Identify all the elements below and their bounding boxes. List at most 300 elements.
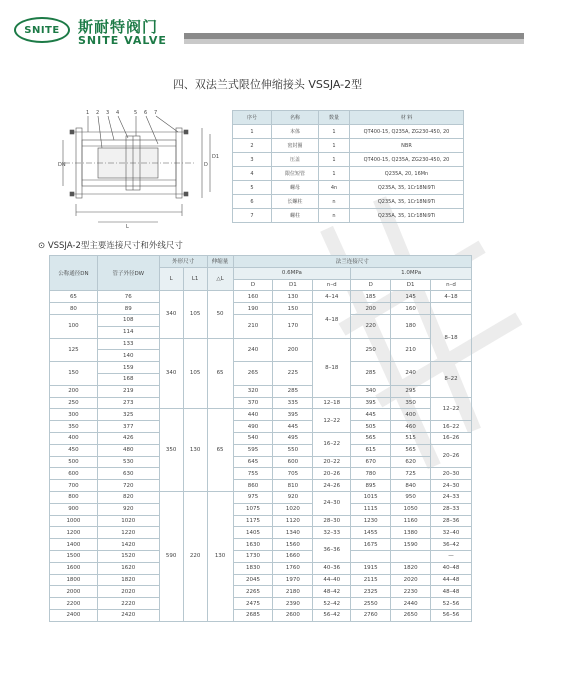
parts-row bbox=[233, 181, 464, 195]
cell-nd-a: 52–42 bbox=[313, 598, 351, 610]
header-flange: 法兰连接尺寸 bbox=[233, 256, 471, 268]
cell-d-a: 2685 bbox=[233, 609, 273, 621]
cell-d1-a: 445 bbox=[273, 421, 313, 433]
header-nd: n–d bbox=[431, 279, 472, 291]
cell-d1-a: 150 bbox=[273, 303, 313, 315]
parts-header-row bbox=[233, 111, 464, 125]
cell-d-b: 185 bbox=[351, 291, 391, 303]
cell-d-b: 220 bbox=[351, 314, 391, 338]
cell-d-b: 2325 bbox=[351, 586, 391, 598]
cell-d1-a: 550 bbox=[273, 444, 313, 456]
cell-d1-b: 565 bbox=[391, 444, 431, 456]
parts-cell: 1 bbox=[233, 125, 272, 139]
cell-dn: 100 bbox=[50, 314, 98, 338]
cell-d1-b: 180 bbox=[391, 314, 431, 338]
cell-dw: 114 bbox=[97, 326, 159, 338]
dims-header-row bbox=[50, 256, 472, 268]
cell-d1-b: 840 bbox=[391, 480, 431, 492]
cell-d-b: 1455 bbox=[351, 527, 391, 539]
header-nd: n–d bbox=[313, 279, 351, 291]
parts-row bbox=[233, 195, 464, 209]
cell-nd-b: 36–42 bbox=[431, 539, 472, 551]
cell-dn: 250 bbox=[50, 397, 98, 409]
cell-dn: 65 bbox=[50, 291, 98, 303]
parts-table bbox=[232, 110, 464, 223]
parts-cell: 1 bbox=[319, 139, 350, 153]
parts-row bbox=[233, 125, 464, 139]
cell-dw: 140 bbox=[97, 350, 159, 362]
header-l: L bbox=[159, 267, 183, 291]
cell-d1-a: 200 bbox=[273, 338, 313, 362]
table-row bbox=[50, 574, 472, 586]
cell-nd-b: 16–26 bbox=[431, 432, 472, 444]
cell-d1-b: 295 bbox=[391, 385, 431, 397]
cell-dw: 720 bbox=[97, 480, 159, 492]
parts-row bbox=[233, 139, 464, 153]
cell-dn: 300 bbox=[50, 409, 98, 421]
cell-d-a: 755 bbox=[233, 468, 273, 480]
cell-d1-a: 1560 bbox=[273, 539, 313, 551]
cell-dn: 1600 bbox=[50, 562, 98, 574]
cell-dw: 1220 bbox=[97, 527, 159, 539]
cell-dn: 1400 bbox=[50, 539, 98, 551]
cell-d-a: 370 bbox=[233, 397, 273, 409]
header-outer-size: 外形尺寸 bbox=[159, 256, 207, 268]
cell-dn: 200 bbox=[50, 385, 98, 397]
parts-cell: 长螺柱 bbox=[272, 195, 319, 209]
parts-row bbox=[233, 167, 464, 181]
cell-d-b: 505 bbox=[351, 421, 391, 433]
table-row bbox=[50, 468, 472, 480]
cell-dn: 400 bbox=[50, 432, 98, 444]
cell-d-a: 1630 bbox=[233, 539, 273, 551]
dim-label-l: L bbox=[126, 224, 129, 230]
parts-cell: QT400-15, Q235A, ZG230-450, 20 bbox=[350, 125, 464, 139]
cell-d1-b: 460 bbox=[391, 421, 431, 433]
cell-d1-a: 285 bbox=[273, 385, 313, 397]
cell-d1-b: 1380 bbox=[391, 527, 431, 539]
callout-4: 4 bbox=[116, 110, 120, 116]
cell-dw: 159 bbox=[97, 362, 159, 374]
cell-dn: 600 bbox=[50, 468, 98, 480]
cell-nd-b: 28–36 bbox=[431, 515, 472, 527]
cell-d1-a: 1970 bbox=[273, 574, 313, 586]
cell-d-a: 240 bbox=[233, 338, 273, 362]
cell-dn: 500 bbox=[50, 456, 98, 468]
cell-d-b: 1015 bbox=[351, 491, 391, 503]
parts-cell: n bbox=[319, 195, 350, 209]
cell-nd-a: 8–18 bbox=[313, 338, 351, 397]
cell-d-a: 440 bbox=[233, 409, 273, 421]
cell-dw: 2420 bbox=[97, 609, 159, 621]
cell-nd-b: 20–30 bbox=[431, 468, 472, 480]
dim-label-d1: D1 bbox=[212, 154, 220, 160]
cell-d1-b: 725 bbox=[391, 468, 431, 480]
parts-cell: 螺柱 bbox=[272, 209, 319, 223]
bullet-icon: ⊙ bbox=[38, 241, 48, 251]
cell-d1-a: 810 bbox=[273, 480, 313, 492]
cell-dw: 273 bbox=[97, 397, 159, 409]
table-row bbox=[50, 598, 472, 610]
cell-dn: 450 bbox=[50, 444, 98, 456]
cell-d-a: 1830 bbox=[233, 562, 273, 574]
cell-nd-b: 48–48 bbox=[431, 586, 472, 598]
table-row bbox=[50, 456, 472, 468]
cell-l: 340 bbox=[159, 291, 183, 338]
table-row bbox=[50, 291, 472, 303]
cell-nd-a: 36–36 bbox=[313, 539, 351, 563]
cell-nd-b: 32–40 bbox=[431, 527, 472, 539]
table-row bbox=[50, 444, 472, 456]
cell-d-b: 895 bbox=[351, 480, 391, 492]
cell-dn: 2200 bbox=[50, 598, 98, 610]
table-row bbox=[50, 491, 472, 503]
cell-nd-a: 24–30 bbox=[313, 491, 351, 515]
cell-d1-a: 2390 bbox=[273, 598, 313, 610]
cell-dn: 2000 bbox=[50, 586, 98, 598]
cell-d1-a: 1120 bbox=[273, 515, 313, 527]
cell-d1-a: 1020 bbox=[273, 503, 313, 515]
table-row bbox=[50, 314, 472, 326]
table-row bbox=[50, 586, 472, 598]
cell-nd-a: 24–26 bbox=[313, 480, 351, 492]
cell-d1-a: 600 bbox=[273, 456, 313, 468]
cell-dw: 377 bbox=[97, 421, 159, 433]
cell-d-a: 2265 bbox=[233, 586, 273, 598]
table-row bbox=[50, 432, 472, 444]
parts-cell: 7 bbox=[233, 209, 272, 223]
cell-d-a: 265 bbox=[233, 362, 273, 386]
cell-nd-b: 52–56 bbox=[431, 598, 472, 610]
cell-dn: 1800 bbox=[50, 574, 98, 586]
cell-d1-a: 1340 bbox=[273, 527, 313, 539]
cell-dw: 820 bbox=[97, 491, 159, 503]
cell-d-a: 975 bbox=[233, 491, 273, 503]
parts-cell: 4n bbox=[319, 181, 350, 195]
table-row bbox=[50, 397, 472, 409]
dims-title-text: VSSJA-2型主要连接尺寸和外线尺寸 bbox=[47, 241, 183, 251]
cell-d-a: 2045 bbox=[233, 574, 273, 586]
cell-nd-a: 20–22 bbox=[313, 456, 351, 468]
cell-nd-b bbox=[431, 303, 472, 315]
cell-d1-b bbox=[391, 550, 431, 562]
cell-d1-a: 1660 bbox=[273, 550, 313, 562]
cell-d1-b: 350 bbox=[391, 397, 431, 409]
cell-nd-a: 4–14 bbox=[313, 291, 351, 303]
header-delta-l: △L bbox=[207, 267, 233, 291]
cell-dn: 1500 bbox=[50, 550, 98, 562]
cell-d-a: 1405 bbox=[233, 527, 273, 539]
cell-d1-a: 495 bbox=[273, 432, 313, 444]
cell-d1-b: 2440 bbox=[391, 598, 431, 610]
table-row bbox=[50, 303, 472, 315]
cell-l1: 105 bbox=[183, 291, 207, 338]
cell-l1: 105 bbox=[183, 338, 207, 409]
header-d: D bbox=[351, 279, 391, 291]
callout-3: 3 bbox=[106, 110, 110, 116]
parts-cell: 6 bbox=[233, 195, 272, 209]
cell-dn: 1000 bbox=[50, 515, 98, 527]
parts-cell: 1 bbox=[319, 167, 350, 181]
cell-d1-b: 1820 bbox=[391, 562, 431, 574]
cell-dw: 1420 bbox=[97, 539, 159, 551]
cell-nd-a: 28–30 bbox=[313, 515, 351, 527]
dimensions-table bbox=[49, 255, 472, 622]
parts-cell: Q235A, 35, 1Cr18Ni9Ti bbox=[350, 209, 464, 223]
cell-d-a: 860 bbox=[233, 480, 273, 492]
cell-d-b: 250 bbox=[351, 338, 391, 362]
cell-nd-b: 4–18 bbox=[431, 291, 472, 303]
joint-drawing bbox=[58, 108, 218, 230]
table-row bbox=[50, 503, 472, 515]
header-pressure-06: 0.6MPa bbox=[233, 267, 351, 279]
cell-d-b: 615 bbox=[351, 444, 391, 456]
cell-d-b: 1675 bbox=[351, 539, 391, 551]
cell-dn: 800 bbox=[50, 491, 98, 503]
cell-l: 590 bbox=[159, 491, 183, 621]
cell-d1-b: 160 bbox=[391, 303, 431, 315]
cell-nd-b: 20–26 bbox=[431, 444, 472, 468]
parts-cell: 5 bbox=[233, 181, 272, 195]
parts-header-no: 序号 bbox=[233, 111, 272, 125]
cell-nd-a: 12–18 bbox=[313, 397, 351, 409]
cell-d-b: 2760 bbox=[351, 609, 391, 621]
parts-cell: 3 bbox=[233, 153, 272, 167]
cell-d-a: 2475 bbox=[233, 598, 273, 610]
cell-dw: 219 bbox=[97, 385, 159, 397]
cell-d-b bbox=[351, 550, 391, 562]
cell-d1-a: 2180 bbox=[273, 586, 313, 598]
header-stroke: 伸缩量 bbox=[207, 256, 233, 268]
cell-dn: 350 bbox=[50, 421, 98, 433]
cell-delta-l: 65 bbox=[207, 409, 233, 492]
callout-1: 1 bbox=[86, 110, 90, 116]
cell-d1-b: 1160 bbox=[391, 515, 431, 527]
dim-label-dn: DN bbox=[58, 162, 66, 168]
cell-d-a: 645 bbox=[233, 456, 273, 468]
cell-d-a: 320 bbox=[233, 385, 273, 397]
table-row bbox=[50, 515, 472, 527]
cell-d-b: 2115 bbox=[351, 574, 391, 586]
cell-nd-b: 28–33 bbox=[431, 503, 472, 515]
cell-nd-a: 56–42 bbox=[313, 609, 351, 621]
table-row bbox=[50, 421, 472, 433]
header-dn: 公称通径DN bbox=[50, 256, 98, 291]
parts-cell: Q235A, 35, 1Cr18Ni9Ti bbox=[350, 195, 464, 209]
cell-d1-a: 2600 bbox=[273, 609, 313, 621]
cell-d-b: 340 bbox=[351, 385, 391, 397]
page-title: 四、双法兰式限位伸缩接头 VSSJA-2型 bbox=[172, 78, 363, 91]
table-row bbox=[50, 409, 472, 421]
cell-nd-b: 44–48 bbox=[431, 574, 472, 586]
dims-section-title bbox=[38, 239, 183, 251]
parts-cell: n bbox=[319, 209, 350, 223]
dim-label-d: D bbox=[204, 162, 208, 168]
cell-nd-a: 16–22 bbox=[313, 432, 351, 456]
cell-dw: 2020 bbox=[97, 586, 159, 598]
parts-cell: QT400-15, Q235A, ZG230-450, 20 bbox=[350, 153, 464, 167]
header-l1: L1 bbox=[183, 267, 207, 291]
parts-cell: 1 bbox=[319, 153, 350, 167]
cell-dw: 426 bbox=[97, 432, 159, 444]
brand-logo bbox=[14, 17, 70, 43]
cell-d1-b: 400 bbox=[391, 409, 431, 421]
parts-header-name: 名称 bbox=[272, 111, 319, 125]
parts-cell: 压盖 bbox=[272, 153, 319, 167]
cell-nd-b: 24–33 bbox=[431, 491, 472, 503]
cell-nd-b: 16–22 bbox=[431, 421, 472, 433]
cell-d1-b: 2020 bbox=[391, 574, 431, 586]
cell-dw: 630 bbox=[97, 468, 159, 480]
cell-nd-a: 44–40 bbox=[313, 574, 351, 586]
table-row bbox=[50, 385, 472, 397]
parts-cell: 螺母 bbox=[272, 181, 319, 195]
cell-d1-b: 2650 bbox=[391, 609, 431, 621]
logo-text: SNITE bbox=[24, 24, 60, 36]
cell-d-a: 490 bbox=[233, 421, 273, 433]
cell-d1-a: 1760 bbox=[273, 562, 313, 574]
cell-dn: 700 bbox=[50, 480, 98, 492]
cell-d-b: 670 bbox=[351, 456, 391, 468]
cell-d-a: 160 bbox=[233, 291, 273, 303]
header-dw: 管子外径DW bbox=[97, 256, 159, 291]
cell-d-b: 395 bbox=[351, 397, 391, 409]
cell-nd-a: 32–33 bbox=[313, 527, 351, 539]
header-d1: D1 bbox=[391, 279, 431, 291]
cell-d1-a: 705 bbox=[273, 468, 313, 480]
cell-d-b: 780 bbox=[351, 468, 391, 480]
cell-d-a: 1175 bbox=[233, 515, 273, 527]
header-bar-light bbox=[184, 39, 524, 44]
cell-d-a: 1730 bbox=[233, 550, 273, 562]
cell-d1-a: 335 bbox=[273, 397, 313, 409]
cell-nd-b: 8–22 bbox=[431, 362, 472, 397]
callout-2: 2 bbox=[96, 110, 100, 116]
cell-dn: 150 bbox=[50, 362, 98, 386]
cell-dw: 1620 bbox=[97, 562, 159, 574]
cell-d-a: 190 bbox=[233, 303, 273, 315]
cell-d-b: 2550 bbox=[351, 598, 391, 610]
brand-name-en: SNITE VALVE bbox=[78, 34, 167, 47]
cell-dw: 530 bbox=[97, 456, 159, 468]
cell-d-b: 565 bbox=[351, 432, 391, 444]
cell-dw: 108 bbox=[97, 314, 159, 326]
cell-d1-a: 395 bbox=[273, 409, 313, 421]
cell-nd-a: 20–26 bbox=[313, 468, 351, 480]
cell-nd-b: 12–22 bbox=[431, 397, 472, 421]
parts-cell: Q235A, 20, 16Mn bbox=[350, 167, 464, 181]
cell-dn: 2400 bbox=[50, 609, 98, 621]
cell-dw: 325 bbox=[97, 409, 159, 421]
cell-d1-b: 210 bbox=[391, 338, 431, 362]
table-row bbox=[50, 562, 472, 574]
cell-delta-l: 50 bbox=[207, 291, 233, 338]
cell-nd-a: 4–18 bbox=[313, 303, 351, 338]
cell-nd-b: — bbox=[431, 550, 472, 562]
parts-cell: 本体 bbox=[272, 125, 319, 139]
table-row bbox=[50, 550, 472, 562]
table-row bbox=[50, 338, 472, 350]
parts-cell: 4 bbox=[233, 167, 272, 181]
callout-6: 6 bbox=[144, 110, 148, 116]
parts-row bbox=[233, 153, 464, 167]
parts-cell: 限位短管 bbox=[272, 167, 319, 181]
cell-l1: 220 bbox=[183, 491, 207, 621]
cell-dn: 125 bbox=[50, 338, 98, 362]
parts-cell: Q235A, 35, 1Cr18Ni9Ti bbox=[350, 181, 464, 195]
cell-nd-b: 40–48 bbox=[431, 562, 472, 574]
parts-cell: 2 bbox=[233, 139, 272, 153]
table-row bbox=[50, 362, 472, 374]
cell-dn: 80 bbox=[50, 303, 98, 315]
cell-d-a: 595 bbox=[233, 444, 273, 456]
cell-d-b: 1115 bbox=[351, 503, 391, 515]
cell-dn: 900 bbox=[50, 503, 98, 515]
cell-d-a: 1075 bbox=[233, 503, 273, 515]
cell-l1: 130 bbox=[183, 409, 207, 492]
cell-nd-a: 12–22 bbox=[313, 409, 351, 433]
cell-dw: 76 bbox=[97, 291, 159, 303]
table-row bbox=[50, 609, 472, 621]
cell-d1-a: 920 bbox=[273, 491, 313, 503]
cell-d1-b: 950 bbox=[391, 491, 431, 503]
cell-dw: 480 bbox=[97, 444, 159, 456]
cell-d-a: 210 bbox=[233, 314, 273, 338]
table-row bbox=[50, 480, 472, 492]
cell-d1-b: 240 bbox=[391, 362, 431, 386]
cell-nd-a: 48–42 bbox=[313, 586, 351, 598]
header-pressure-10: 1.0MPa bbox=[351, 267, 472, 279]
cell-dw: 133 bbox=[97, 338, 159, 350]
table-row bbox=[50, 539, 472, 551]
cell-dw: 1020 bbox=[97, 515, 159, 527]
cell-d-b: 445 bbox=[351, 409, 391, 421]
cell-nd-b: 24–30 bbox=[431, 480, 472, 492]
parts-header-qty: 数量 bbox=[319, 111, 350, 125]
cell-d1-a: 170 bbox=[273, 314, 313, 338]
header-d1: D1 bbox=[273, 279, 313, 291]
table-row bbox=[50, 527, 472, 539]
parts-cell: 1 bbox=[319, 125, 350, 139]
cell-dw: 89 bbox=[97, 303, 159, 315]
brand-name-cn: 斯耐特阀门 bbox=[78, 18, 159, 36]
cell-d-b: 200 bbox=[351, 303, 391, 315]
cell-d-a: 540 bbox=[233, 432, 273, 444]
cell-d-b: 285 bbox=[351, 362, 391, 386]
cell-nd-a: 40–36 bbox=[313, 562, 351, 574]
callout-7: 7 bbox=[154, 110, 158, 116]
header-d: D bbox=[233, 279, 273, 291]
cell-dw: 920 bbox=[97, 503, 159, 515]
parts-header-material: 材 料 bbox=[350, 111, 464, 125]
cell-delta-l: 65 bbox=[207, 338, 233, 409]
cell-dw: 1820 bbox=[97, 574, 159, 586]
callout-5: 5 bbox=[134, 110, 138, 116]
cell-d1-a: 130 bbox=[273, 291, 313, 303]
cell-dw: 2220 bbox=[97, 598, 159, 610]
cell-nd-b: 56–56 bbox=[431, 609, 472, 621]
parts-cell: 密封圈 bbox=[272, 139, 319, 153]
cell-l: 340 bbox=[159, 338, 183, 409]
cell-l: 350 bbox=[159, 409, 183, 492]
cell-d1-b: 2230 bbox=[391, 586, 431, 598]
cell-d1-b: 1590 bbox=[391, 539, 431, 551]
cell-d-b: 1230 bbox=[351, 515, 391, 527]
cell-d-b: 1915 bbox=[351, 562, 391, 574]
cell-d1-b: 515 bbox=[391, 432, 431, 444]
cell-d1-b: 620 bbox=[391, 456, 431, 468]
cell-dn: 1200 bbox=[50, 527, 98, 539]
